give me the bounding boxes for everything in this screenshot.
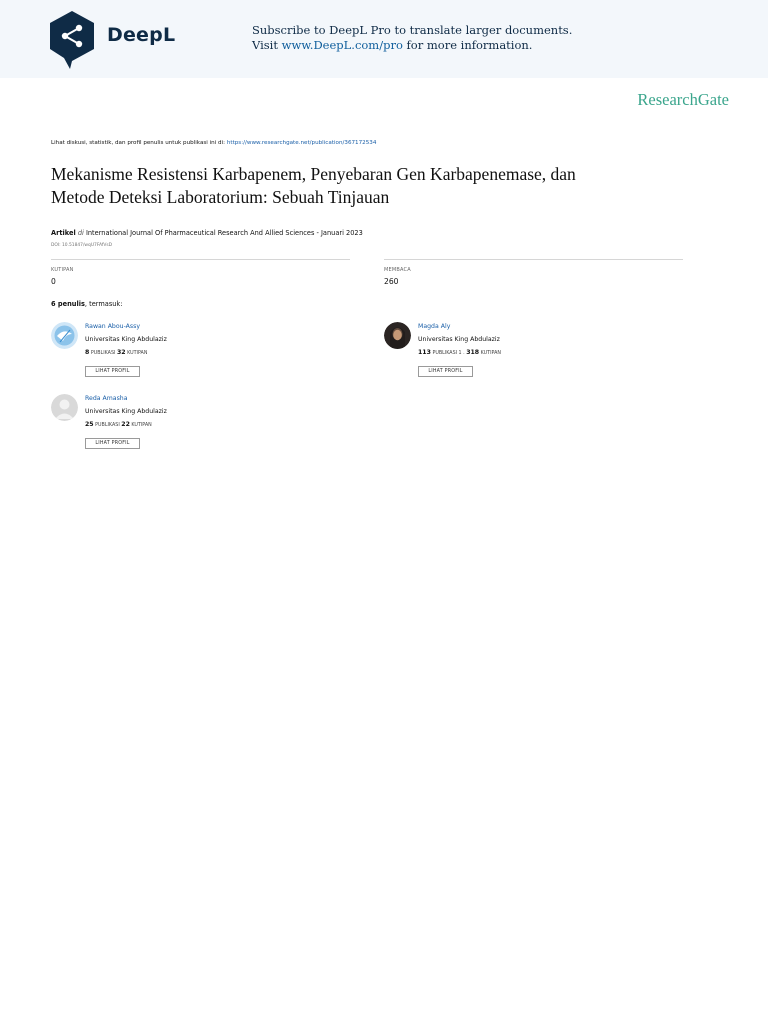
banner-suffix-text: for more information. — [402, 38, 533, 52]
discussion-line — [51, 140, 376, 146]
article-type: Artikel — [51, 229, 76, 237]
deepl-logo-text: DeepL — [107, 24, 176, 46]
citations-label: KUTIPAN — [125, 351, 148, 356]
citations-count: 22 — [121, 421, 130, 428]
citations-divider — [51, 259, 350, 260]
article-in: di — [75, 229, 86, 237]
citations-label: KUTIPAN — [479, 351, 501, 356]
deepl-banner — [0, 0, 768, 78]
deepl-logo-icon — [48, 9, 100, 69]
article-title — [51, 163, 711, 209]
publications-label: PUBLIKASI — [89, 351, 117, 356]
banner-message — [252, 23, 572, 53]
avatar-image — [384, 322, 411, 349]
view-profile-button[interactable]: LIHAT PROFIL — [418, 366, 473, 377]
citations-value: 0 — [51, 277, 56, 286]
view-profile-button[interactable]: LIHAT PROFIL — [85, 366, 140, 377]
author-stats — [85, 349, 147, 356]
banner-line-1: Subscribe to DeepL Pro to translate larger documents. — [252, 23, 573, 37]
publications-label: PUBLIKASI 1 . — [430, 351, 467, 356]
journal-date: International Journal Of Pharmaceutical Research And Allied Sciences - Januari 2023 — [85, 229, 363, 237]
author-institution: Universitas King Abdulaziz — [85, 336, 167, 343]
publications-label: PUBLIKASI — [93, 423, 122, 428]
title-line-1: Mekanisme Resistensi Karbapenem, Penyebaran Gen Karbapenemase, dan — [51, 164, 576, 184]
citations-count: 318 — [466, 349, 480, 356]
title-line-2: Metode Deteksi Laboratorium: Sebuah Tinjauan — [51, 187, 390, 207]
reads-divider — [384, 259, 683, 260]
banner-visit-text: Visit — [252, 38, 282, 52]
author-name[interactable]: Rawan Abou-Assy — [85, 323, 141, 330]
deepl-pro-link[interactable]: www.DeepL.com/pro — [281, 38, 403, 52]
authors-header — [51, 300, 122, 308]
deepl-logo[interactable] — [48, 9, 178, 69]
author-stats — [85, 421, 152, 428]
author-institution: Universitas King Abdulaziz — [418, 336, 500, 343]
authors-suffix: , termasuk: — [84, 300, 123, 308]
author-institution: Universitas King Abdulaziz — [85, 408, 167, 415]
citations-count: 32 — [116, 349, 126, 356]
citations-label: KUTIPAN — [129, 423, 152, 428]
author-card — [51, 394, 341, 454]
publication-link[interactable]: https://www.researchgate.net/publication/367172534 — [226, 140, 377, 146]
avatar[interactable] — [384, 322, 411, 349]
author-stats — [418, 349, 501, 356]
publications-count: 25 — [85, 421, 94, 428]
view-profile-button[interactable]: LIHAT PROFIL — [85, 438, 140, 449]
reads-label: MEMBACA — [384, 267, 411, 273]
reads-value: 260 — [384, 277, 399, 286]
avatar-image — [51, 322, 78, 349]
author-card — [51, 322, 341, 382]
doi: DOI: 10.51847/wqU7FAfVsD — [51, 243, 113, 248]
author-name[interactable]: Magda Aly — [418, 323, 451, 330]
citations-label: KUTIPAN — [51, 267, 74, 273]
authors-count: 6 penulis — [51, 300, 85, 308]
banner-line-2 — [252, 38, 572, 53]
discussion-text: Lihat diskusi, statistik, dan profil penulis untuk publikasi ini di: — [51, 140, 227, 146]
publications-count: 8 — [85, 349, 90, 356]
default-avatar-icon — [51, 394, 78, 421]
author-card — [384, 322, 674, 382]
article-meta — [51, 229, 363, 237]
author-name[interactable]: Reda Amasha — [85, 395, 128, 402]
publications-count: 113 — [418, 349, 431, 356]
avatar[interactable] — [51, 322, 78, 349]
avatar[interactable] — [51, 394, 78, 421]
researchgate-logo[interactable]: ResearchGate — [637, 90, 729, 109]
